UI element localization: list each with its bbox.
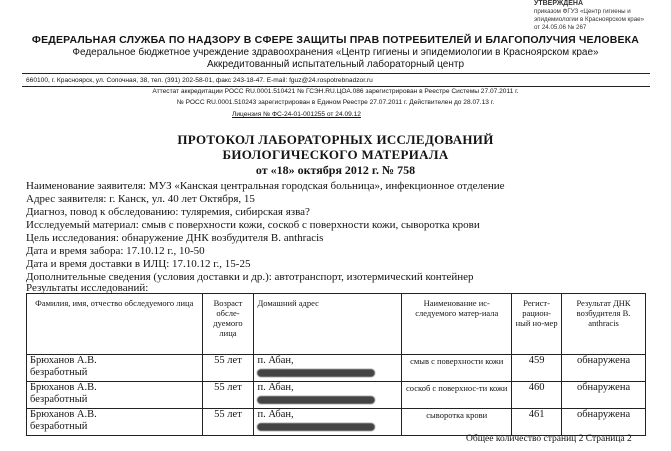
page-counter: Общее количество страниц 2 Страница 2 [466, 434, 632, 444]
table-header-row [27, 294, 646, 355]
header-reg: Регист-рацион-ный но-мер [512, 294, 562, 355]
accreditation-line-2: № РОСС RU.0001.510243 зарегистрирован в Едином Реестре 27.07.2011 г. Действителен до 28.07.13 г. [176, 99, 495, 106]
results-table [26, 293, 646, 436]
cell-result: обнаружена [562, 355, 646, 382]
collection-field: Дата и время забора: 17.10.12 г., 10-50 [26, 245, 205, 257]
protocol-title: ПРОТОКОЛ ЛАБОРАТОРНЫХ ИССЛЕДОВАНИЙ [177, 132, 494, 147]
institution-name: Федеральное бюджетное учреждение здравоохранения «Центр гигиены и эпидемиологии в Красноярском крае» [72, 47, 599, 58]
cell-reg: 459 [512, 355, 562, 382]
cell-address [254, 409, 402, 436]
redacted-address [257, 396, 375, 404]
cell-age: 55 лет [202, 382, 254, 409]
cell-reg: 460 [512, 382, 562, 409]
patient-address: п. Абан, [257, 409, 294, 420]
approval-line-3: эпидемиологии в Красноярском крае» [534, 16, 645, 23]
table-row [27, 355, 646, 382]
agency-name: ФЕДЕРАЛЬНАЯ СЛУЖБА ПО НАДЗОРУ В СФЕРЕ ЗАЩИТЫ ПРАВ ПОТРЕБИТЕЛЕЙ И БЛАГОПОЛУЧИЯ ЧЕЛОВЕКА [31, 34, 640, 46]
cell-result: обнаружена [562, 382, 646, 409]
license-number: Лицензия № ФС-24-01-001255 от 24.09.12 [232, 111, 361, 118]
applicant-address-field: Адрес заявителя: г. Канск, ул. 40 лет Октября, 15 [26, 193, 255, 205]
cell-address [254, 355, 402, 382]
patient-address: п. Абан, [257, 355, 294, 366]
redacted-address [257, 423, 375, 431]
patient-status: безработный [30, 367, 88, 378]
patient-name: Брюханов А.В. [30, 382, 97, 393]
header-address: Домашний адрес [254, 294, 402, 355]
patient-name: Брюханов А.В. [30, 409, 97, 420]
cell-material: соскоб с поверхнос-ти кожи [402, 382, 512, 409]
delivery-field: Дата и время доставки в ИЛЦ: 17.10.12 г., 15-25 [26, 258, 251, 270]
patient-name: Брюханов А.В. [30, 355, 97, 366]
header-name: Фамилия, имя, отчество обследуемого лица [27, 294, 203, 355]
header-material: Наименование ис-следуемого матер-иала [402, 294, 512, 355]
cell-address [254, 382, 402, 409]
extra-info-field: Дополнительные сведения (условия доставки и др.): автотранспорт, изотермический контейнер [26, 271, 474, 283]
approval-stamp [534, 0, 644, 32]
protocol-date-number: от «18» октября 2012 г. № 758 [255, 163, 416, 177]
patient-status: безработный [30, 421, 88, 432]
cell-name [27, 355, 203, 382]
protocol-subtitle: БИОЛОГИЧЕСКОГО МАТЕРИАЛА [222, 147, 449, 162]
cell-material: сыворотка крови [402, 409, 512, 436]
approval-line-1: УТВЕРЖДЕНА [534, 0, 584, 7]
applicant-field: Наименование заявителя: МУЗ «Канская центральная городская больница», инфекционное отделение [26, 180, 505, 192]
header-age: Возраст обсле-дуемого лица [202, 294, 254, 355]
diagnosis-field: Диагноз, повод к обследованию: туляремия, сибирская язва? [26, 206, 310, 218]
header-result: Результат ДНК возбудителя B. anthracis [562, 294, 646, 355]
cell-reg: 461 [512, 409, 562, 436]
header-divider [22, 73, 650, 74]
cell-material: смыв с поверхности кожи [402, 355, 512, 382]
purpose-field: Цель исследования: обнаружение ДНК возбудителя B. anthracis [26, 232, 324, 244]
cell-age: 55 лет [202, 355, 254, 382]
accreditation-line-1: Аттестат аккредитации РОСС RU.0001.510421 № ГСЭН.RU.ЦОА.086 зарегистрирован в Реестре Системы 27.07.2011 г. [152, 88, 519, 95]
patient-status: безработный [30, 394, 88, 405]
cell-name [27, 382, 203, 409]
lab-address: 660100, г. Красноярск, ул. Сопочная, 38, тел. (391) 202-58-01, факс 243-18-47. E-mail: fguz@24.rospotrebnadzor.ru [26, 77, 373, 84]
patient-address: п. Абан, [257, 382, 294, 393]
material-field: Исследуемый материал: смыв с поверхности кожи, соскоб с поверхности кожи, сыворотка крови [26, 219, 480, 231]
cell-name [27, 409, 203, 436]
address-divider [22, 86, 650, 87]
approval-line-2: приказом ФГУЗ «Центр гигиены и [534, 8, 631, 15]
approval-line-4: от 24.05.06 № 267 [534, 24, 587, 31]
table-row [27, 409, 646, 436]
cell-result: обнаружена [562, 409, 646, 436]
results-label: Результаты исследований: [26, 282, 149, 294]
cell-age: 55 лет [202, 409, 254, 436]
lab-name: Аккредитованный испытательный лабораторный центр [206, 59, 465, 70]
redacted-address [257, 369, 375, 377]
table-row [27, 382, 646, 409]
